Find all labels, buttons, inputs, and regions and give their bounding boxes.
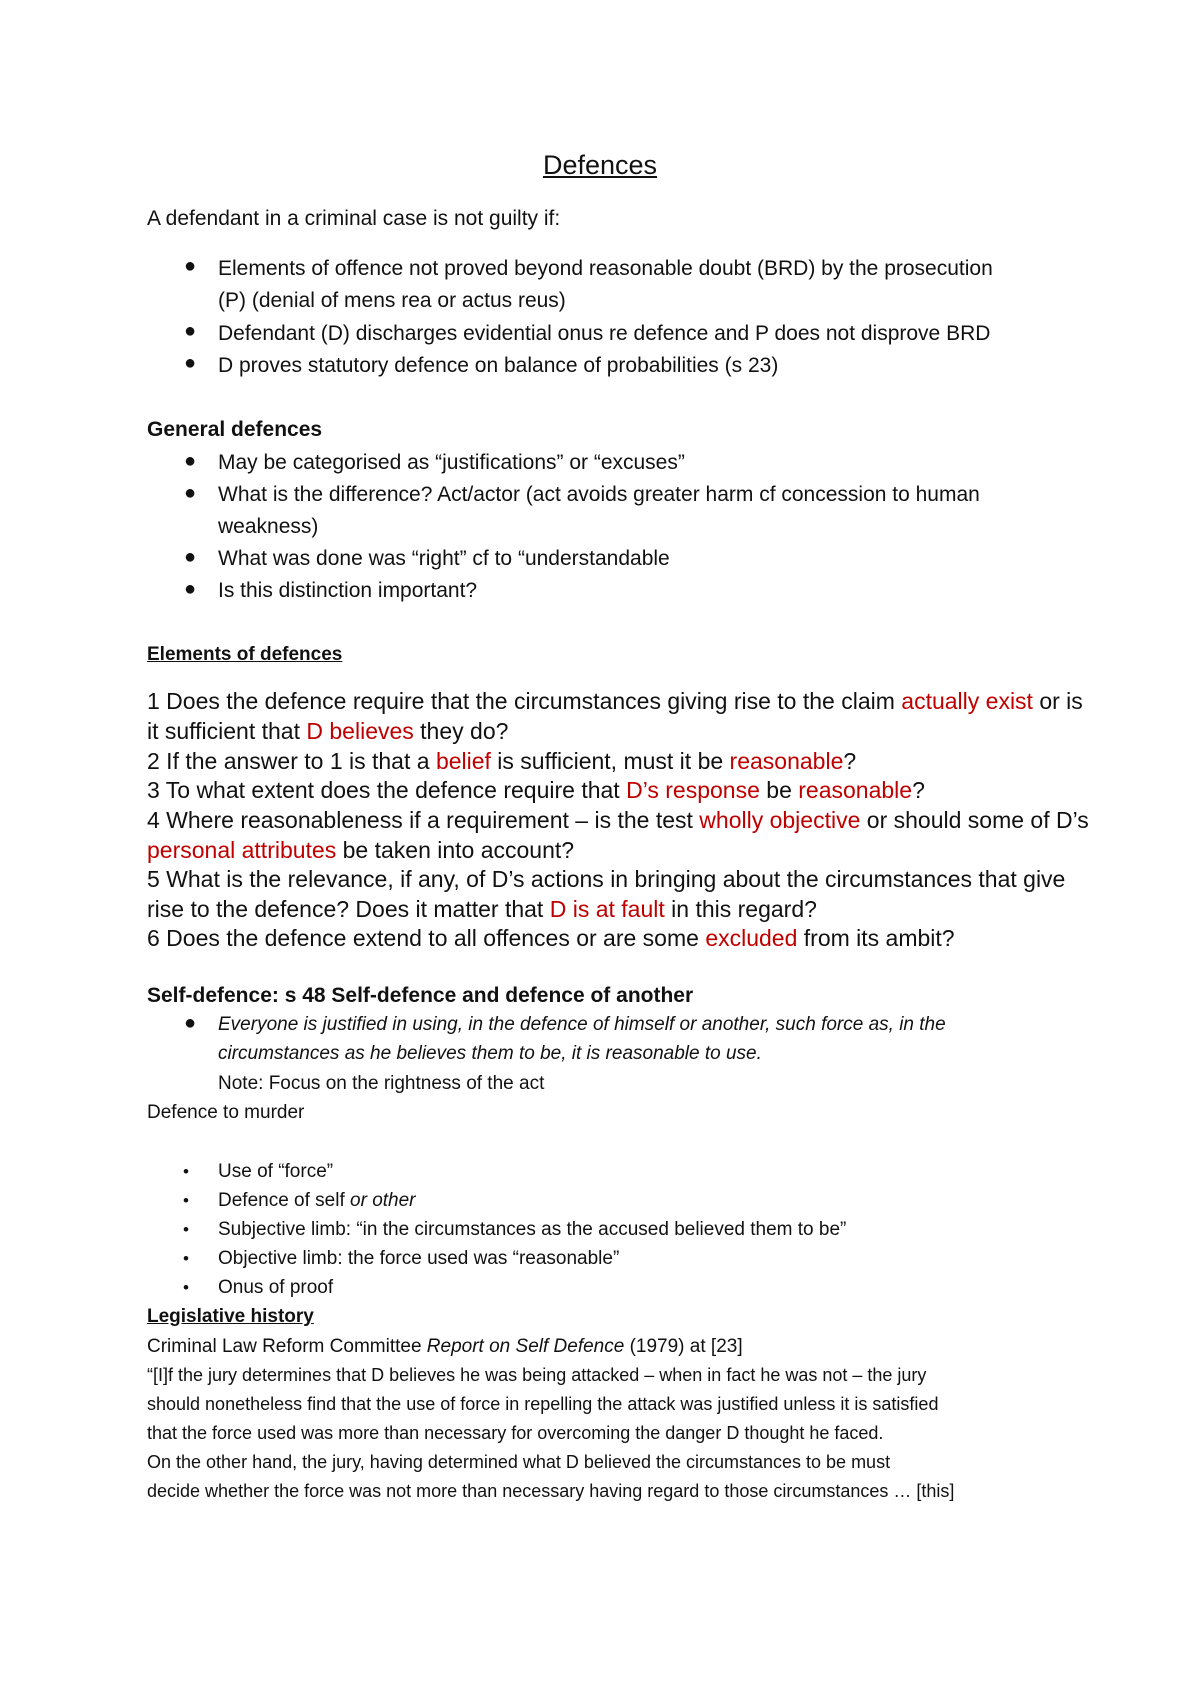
general-bullet-4: Is this distinction important? <box>218 579 478 602</box>
bullet-icon: ● <box>184 255 197 277</box>
sd-bullet-3: Subjective limb: “in the circumstances as the accused believed them to be” <box>218 1219 847 1240</box>
sd-bullet-1: Use of “force” <box>218 1161 334 1182</box>
bullet-icon: • <box>183 1162 189 1181</box>
bullet-icon: ● <box>184 352 197 374</box>
question-3: 3 To what extent does the defence require that D’s response be reasonable? <box>147 777 925 803</box>
quote-line: should nonetheless find that the use of force in repelling the attack was justified unless it is satisfied <box>147 1394 939 1414</box>
general-bullet-2-cont: weakness) <box>218 515 319 538</box>
question-4-cont: personal attributes be taken into account? <box>147 837 575 863</box>
quote-line: On the other hand, the jury, having determined what D believed the circumstances to be must <box>147 1452 891 1472</box>
question-5-cont: rise to the defence? Does it matter that D is at fault in this regard? <box>147 896 817 922</box>
defence-to-murder: Defence to murder <box>147 1102 305 1123</box>
bullet-icon: • <box>183 1220 189 1239</box>
committee-citation: Criminal Law Reform Committee Report on Self Defence (1979) at [23] <box>147 1336 743 1357</box>
bullet-icon: ● <box>184 450 197 472</box>
bullet-icon: • <box>183 1249 189 1268</box>
general-bullet-1: May be categorised as “justifications” or “excuses” <box>218 451 685 474</box>
s48-quote-cont: circumstances as he believes them to be, it is reasonable to use. <box>218 1043 762 1064</box>
bullet-icon: • <box>183 1191 189 1210</box>
question-5: 5 What is the relevance, if any, of D’s actions in bringing about the circumstances that give <box>147 866 1066 892</box>
s48-quote: Everyone is justified in using, in the defence of himself or another, such force as, in the <box>218 1014 946 1035</box>
elements-heading: Elements of defences <box>147 644 343 665</box>
question-4: 4 Where reasonableness if a requirement – is the test wholly objective or should some of D’s <box>147 807 1089 833</box>
sd-bullet-5: Onus of proof <box>218 1277 334 1298</box>
question-2: 2 If the answer to 1 is that a belief is sufficient, must it be reasonable? <box>147 748 857 774</box>
sd-bullet-4: Objective limb: the force used was “reasonable” <box>218 1248 620 1269</box>
note-text: Note: Focus on the rightness of the act <box>218 1073 545 1094</box>
quote-line: decide whether the force was not more than necessary having regard to those circumstances … [this] <box>147 1481 955 1501</box>
intro-bullet-2: Defendant (D) discharges evidential onus re defence and P does not disprove BRD <box>218 322 991 345</box>
general-defences-heading: General defences <box>147 418 323 441</box>
bullet-icon: ● <box>184 578 197 600</box>
intro-bullet-1: Elements of offence not proved beyond reasonable doubt (BRD) by the prosecution <box>218 257 993 280</box>
bullet-icon: • <box>183 1278 189 1297</box>
bullet-icon: ● <box>184 1012 197 1034</box>
question-1-cont: it sufficient that D believes they do? <box>147 718 509 744</box>
page-title: Defences <box>542 150 658 180</box>
bullet-icon: ● <box>184 546 197 568</box>
intro-bullet-3: D proves statutory defence on balance of probabilities (s 23) <box>218 354 779 377</box>
legislative-history-heading: Legislative history <box>147 1306 314 1327</box>
bullet-icon: ● <box>184 482 197 504</box>
self-defence-heading: Self-defence: s 48 Self-defence and defence of another <box>147 984 694 1007</box>
intro-text: A defendant in a criminal case is not guilty if: <box>147 207 561 230</box>
question-6: 6 Does the defence extend to all offences or are some excluded from its ambit? <box>147 925 955 951</box>
general-bullet-2: What is the difference? Act/actor (act avoids greater harm cf concession to human <box>218 483 980 506</box>
bullet-icon: ● <box>184 320 197 342</box>
general-bullet-3: What was done was “right” cf to “understandable <box>218 547 670 570</box>
sd-bullet-2: Defence of self or other <box>218 1190 416 1211</box>
intro-bullet-1-cont: (P) (denial of mens rea or actus reus) <box>218 289 566 312</box>
quote-line: that the force used was more than necessary for overcoming the danger D thought he faced. <box>147 1423 884 1443</box>
quote-line: “[I]f the jury determines that D believes he was being attacked – when in fact he was not – the jury <box>147 1365 927 1385</box>
question-1: 1 Does the defence require that the circumstances giving rise to the claim actually exist or is <box>147 688 1083 714</box>
